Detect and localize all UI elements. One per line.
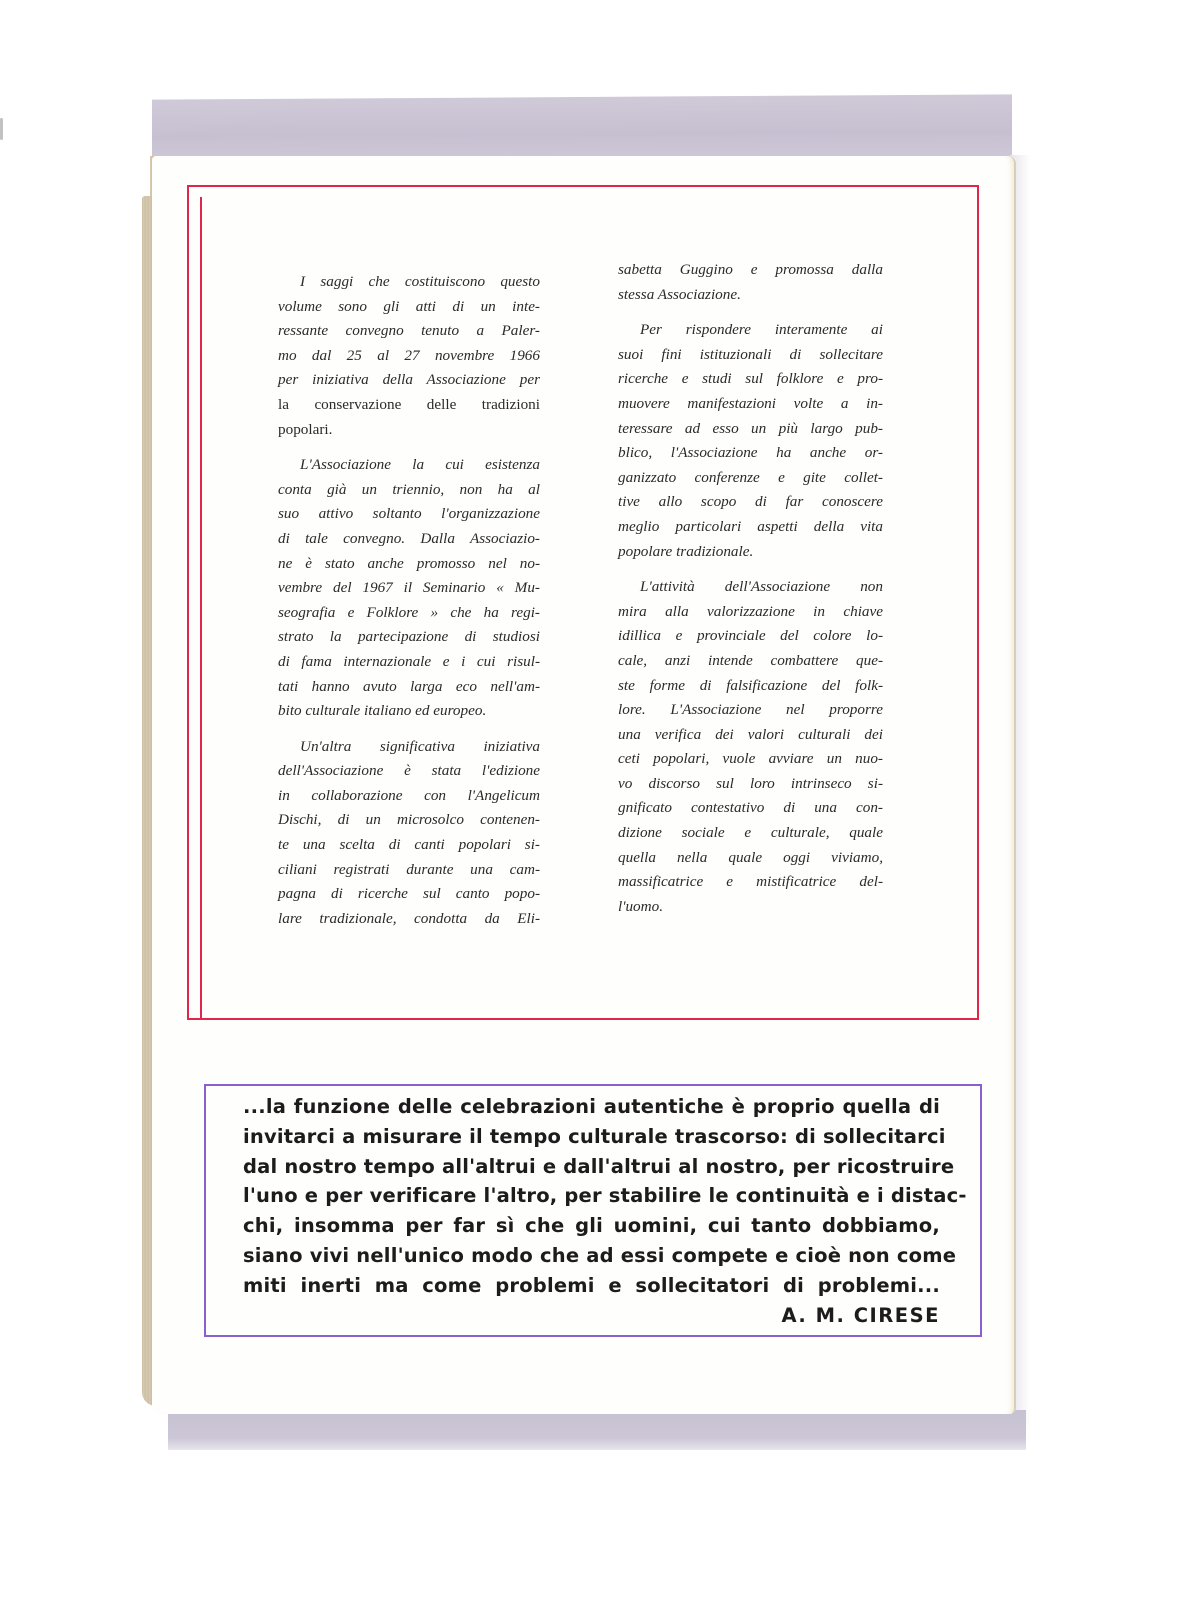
quote-block — [243, 1092, 967, 1330]
text-line: sabetta Guggino e promossa dalla — [618, 261, 883, 278]
text-line: la conservazione delle tradizioni — [278, 395, 540, 413]
text-line: seografia e Folklore » che ha regi- — [278, 603, 540, 621]
text-line: lore. L'Associazione nel proporre — [618, 701, 883, 719]
text-line: quella nella quale oggi viviamo, — [618, 848, 883, 866]
text-line: di tale convegno. Dalla Associazio- — [278, 529, 540, 547]
scan-artifact — [0, 118, 3, 140]
text-line: mo dal 25 al 27 novembre 1966 — [278, 346, 540, 364]
quote-line: dal nostro tempo all'altrui e dall'altrui al nostro, per ricostruire — [243, 1154, 955, 1178]
text-line: te una scelta di canti popolari si- — [278, 836, 540, 854]
text-line: ne è stato anche promosso nel no- — [278, 554, 540, 572]
text-line: blico, l'Associazione ha anche or- — [618, 444, 883, 462]
quote-line: siano vivi nell'unico modo che ad essi compete e cioè non come — [243, 1243, 957, 1267]
text-line: pagna di ricerche sul canto popo- — [278, 885, 540, 903]
text-line: dell'Associazione è stata l'edizione — [278, 762, 540, 780]
paragraph-1 — [278, 270, 540, 442]
cover-bottom-shadow — [168, 1410, 1026, 1450]
text-line: ciliani registrati durante una cam- — [278, 860, 540, 878]
text-line: conta già un triennio, non ha al — [278, 480, 540, 498]
paragraph-4 — [618, 318, 883, 564]
quote-line: invitarci a misurare il tempo culturale trascorso: di sollecitarci — [243, 1124, 946, 1148]
text-line: popolare tradizionale. — [618, 542, 754, 560]
text-line: per iniziativa della Associazione per — [278, 371, 540, 389]
paragraph-3-continued — [618, 258, 883, 307]
text-line: vo discorso sul loro intrinseco si- — [618, 774, 883, 792]
text-line: suoi fini istituzionali di sollecitare — [618, 345, 883, 363]
text-line: gnificato contestativo di una con- — [618, 799, 883, 817]
quote-line: miti inerti ma come problemi e sollecitatori di problemi... — [243, 1273, 940, 1297]
text-line: I saggi che costituiscono questo — [300, 273, 540, 290]
quote-author: A. M. CIRESE — [781, 1303, 940, 1327]
text-line: strato la partecipazione di studiosi — [278, 628, 540, 646]
text-line: idillica e provinciale del colore lo- — [618, 627, 883, 645]
text-line: ricerche e studi sul folklore e pro- — [618, 370, 883, 388]
text-line: in collaborazione con l'Angelicum — [278, 786, 540, 804]
text-line: muovere manifestazioni volte a in- — [618, 394, 883, 412]
paragraph-2 — [278, 453, 540, 724]
text-line: cale, anzi intende combattere que- — [618, 651, 883, 669]
text-line: suo attivo soltanto l'organizzazione — [278, 505, 540, 523]
text-line: ceti popolari, vuole avviare un nuo- — [618, 750, 883, 768]
text-line: Un'altra significativa iniziativa — [300, 737, 540, 755]
text-line: ste forme di falsificazione del folk- — [618, 676, 883, 694]
text-line: Dischi, di un microsolco contenen- — [278, 811, 540, 829]
quote-line: ...la funzione delle celebrazioni autentiche è proprio quella di — [243, 1095, 940, 1118]
text-line: Per rispondere interamente ai — [640, 321, 883, 339]
cover-top-shadow — [152, 94, 1012, 161]
text-line: volume sono gli atti di un inte- — [278, 297, 540, 315]
text-line: massificatrice e mistificatrice del- — [618, 873, 883, 891]
text-line: L'Associazione la cui esistenza — [300, 456, 540, 474]
text-line: teressare ad esso un più largo pub- — [618, 419, 883, 437]
paragraph-3 — [278, 735, 540, 932]
text-line: ressante convegno tenuto a Paler- — [278, 322, 540, 340]
text-line: meglio particolari aspetti della vita — [618, 517, 883, 535]
text-line: tati hanno avuto larga eco nell'am- — [278, 677, 540, 695]
right-text-column — [618, 258, 883, 919]
text-line: ganizzato conferenze e gite collet- — [618, 468, 883, 486]
text-line: dizione sociale e culturale, quale — [618, 824, 883, 842]
text-line: vembre del 1967 il Seminario « Mu- — [278, 579, 540, 597]
text-line: di fama internazionale e i cui risul- — [278, 652, 540, 670]
text-line: l'uomo. — [618, 897, 664, 915]
text-line: lare tradizionale, condotta da Eli- — [278, 909, 540, 927]
text-line: una verifica dei valori culturali dei — [618, 725, 883, 743]
left-text-column — [278, 270, 540, 931]
text-line: popolari. — [278, 420, 333, 438]
text-line: mira alla valorizzazione in chiave — [618, 602, 883, 620]
text-line: tive allo scopo di far conoscere — [618, 493, 883, 511]
text-line: L'attività dell'Associazione non — [640, 578, 883, 596]
text-line: bito culturale italiano ed europeo. — [278, 702, 487, 720]
text-line: stessa Associazione. — [618, 285, 741, 303]
quote-line: chi, insomma per far sì che gli uomini, cui tanto dobbiamo, — [243, 1214, 940, 1238]
quote-line: l'uno e per verificare l'altro, per stabilire le continuità e i distac- — [243, 1184, 967, 1208]
paragraph-5 — [618, 575, 883, 919]
